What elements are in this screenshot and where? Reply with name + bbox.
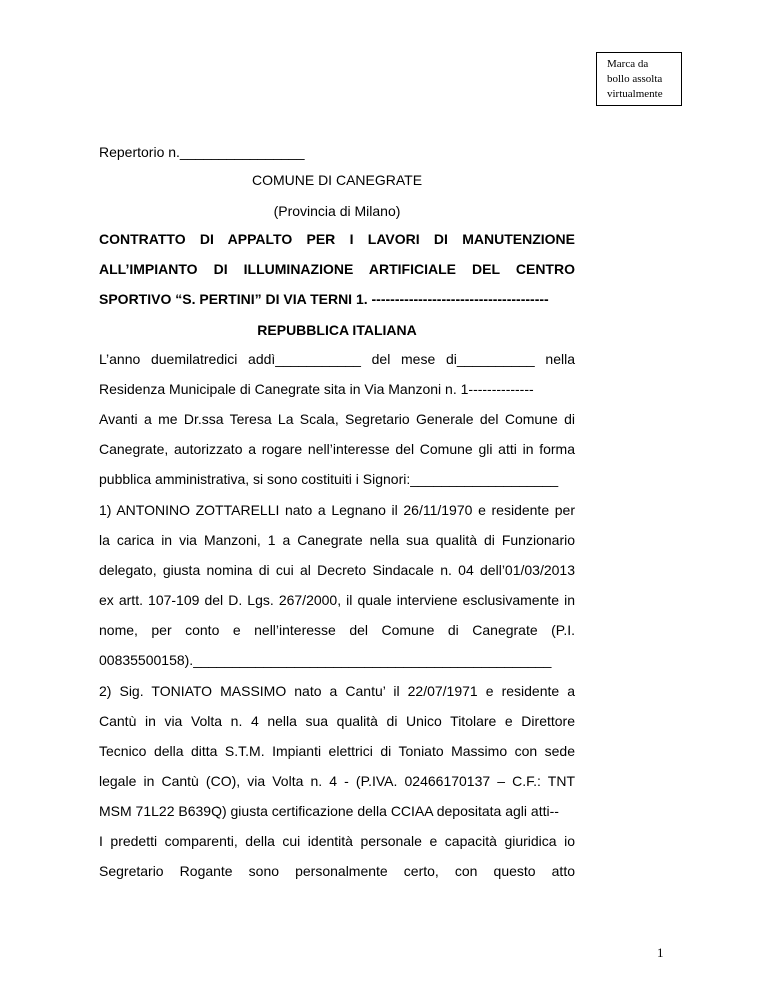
body-line: Cantù in via Volta n. 4 nella sua qualità di Unico Titolare e Direttore <box>99 713 575 729</box>
body-line: delegato, giusta nomina di cui al Decreto Sindacale n. 04 dell’01/03/2013 <box>99 562 575 578</box>
provincia-heading: (Provincia di Milano) <box>273 203 401 219</box>
body-line: Tecnico della ditta S.T.M. Impianti elettrici di Toniato Massimo con sede <box>99 743 575 759</box>
body-line: Avanti a me Dr.ssa Teresa La Scala, Segretario Generale del Comune di <box>99 411 575 427</box>
repertorio-line: Repertorio n.________________ <box>99 144 305 160</box>
body-line: Residenza Municipale di Canegrate sita in Via Manzoni n. 1-------------- <box>99 381 534 397</box>
body-line: nome, per conto e nell’interesse del Comune di Canegrate (P.I. <box>99 622 575 638</box>
republic-heading: REPUBBLICA ITALIANA <box>257 322 417 338</box>
stamp-line: bollo assolta <box>607 73 663 85</box>
body-line: Segretario Rogante sono personalmente certo, con questo atto <box>99 863 575 879</box>
body-line: pubblica amministrativa, si sono costituiti i Signori:___________________ <box>99 471 559 487</box>
stamp-line: Marca da <box>607 58 649 70</box>
body-line: la carica in via Manzoni, 1 a Canegrate nella sua qualità di Funzionario <box>99 532 575 548</box>
body-line: 2) Sig. TONIATO MASSIMO nato a Cantu’ il 22/07/1971 e residente a <box>99 683 575 699</box>
contract-title-line-1: CONTRATTO DI APPALTO PER I LAVORI DI MANUTENZIONE <box>99 231 575 247</box>
body-line: Canegrate, autorizzato a rogare nell’interesse del Comune gli atti in forma <box>99 441 575 457</box>
contract-title-line-3: SPORTIVO “S. PERTINI” DI VIA TERNI 1. -------------------------------------- <box>99 291 549 307</box>
body-line: I predetti comparenti, della cui identità personale e capacità giuridica io <box>99 833 575 849</box>
stamp-box <box>596 52 682 106</box>
body-line: legale in Cantù (CO), via Volta n. 4 - (P.IVA. 02466170137 – C.F.: TNT <box>99 773 575 789</box>
comune-heading: COMUNE DI CANEGRATE <box>251 172 423 188</box>
body-line: 1) ANTONINO ZOTTARELLI nato a Legnano il 26/11/1970 e residente per <box>99 502 575 518</box>
body-line: L’anno duemilatredici addì___________ del mese di__________ nella <box>99 351 575 367</box>
page-number: 1 <box>657 945 664 960</box>
stamp-line: virtualmente <box>607 88 663 100</box>
body-line: 00835500158).______________________________________________ <box>99 652 552 668</box>
contract-title-line-2: ALL’IMPIANTO DI ILLUMINAZIONE ARTIFICIALE DEL CENTRO <box>99 261 575 277</box>
body-line: ex artt. 107-109 del D. Lgs. 267/2000, il quale interviene esclusivamente in <box>99 592 575 608</box>
body-line: MSM 71L22 B639Q) giusta certificazione della CCIAA depositata agli atti-- <box>99 803 559 819</box>
